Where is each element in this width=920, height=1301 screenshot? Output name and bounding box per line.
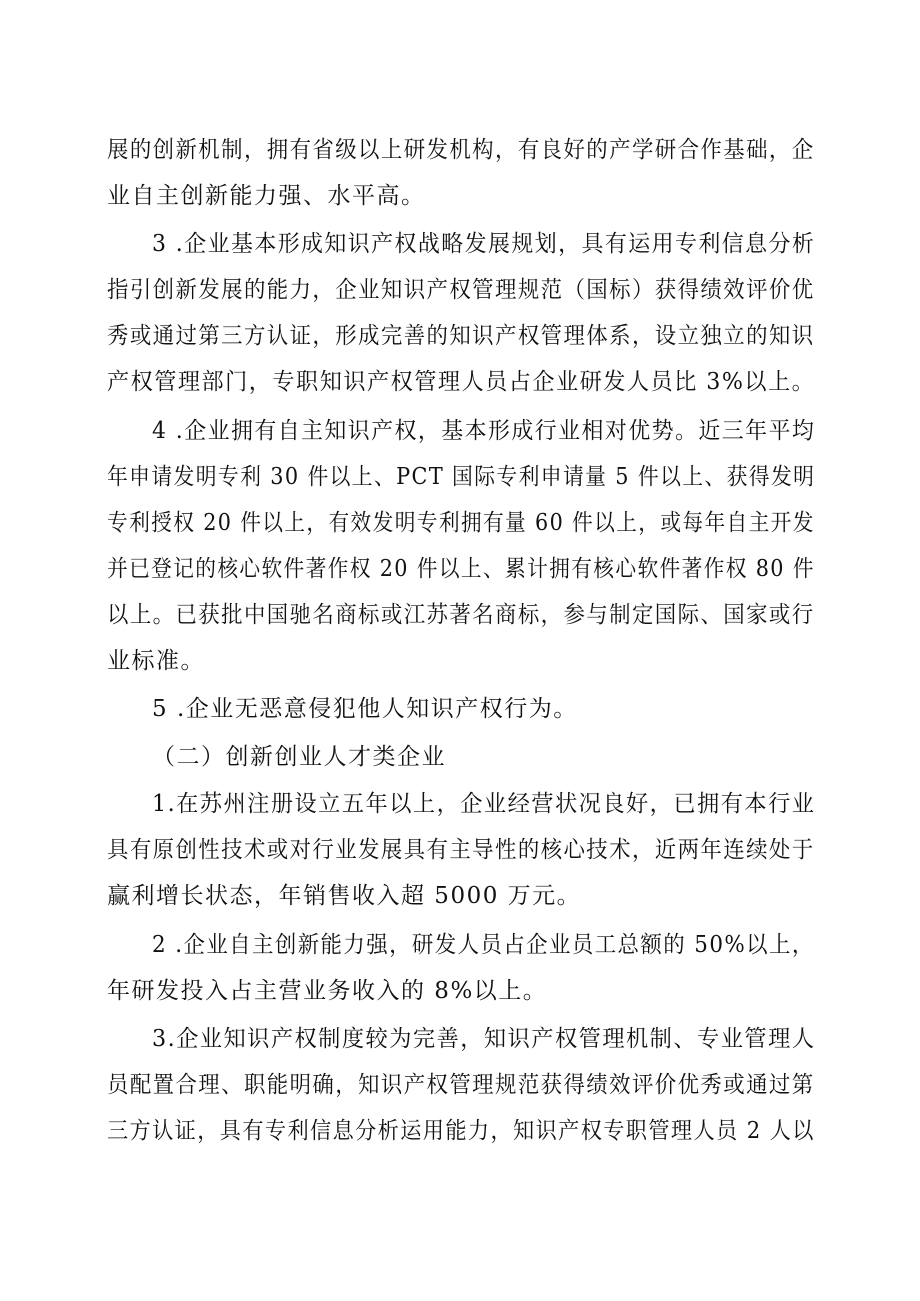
- paragraph-line: 以上。已获批中国驰名商标或江苏著名商标，参与制定国际、国家或行: [107, 602, 815, 628]
- paragraph-line: 赢利增长状态，年销售收入超 5000 万元。: [107, 883, 582, 909]
- paragraph-line: 具有原创性技术或对行业发展具有主导性的核心技术，近两年连续处于: [107, 837, 815, 863]
- paragraph-line: 专利授权 20 件以上，有效发明专利拥有量 60 件以上，或每年自主开发: [107, 510, 815, 536]
- paragraph-line: 员配置合理、职能明确，知识产权管理规范获得绩效评价优秀或通过第: [107, 1072, 815, 1098]
- paragraph-line: 1.在苏州注册设立五年以上，企业经营状况良好，已拥有本行业: [152, 791, 816, 817]
- paragraph-line: 秀或通过第三方认证，形成完善的知识产权管理体系，设立独立的知识: [107, 323, 815, 349]
- paragraph-line: 并已登记的核心软件著作权 20 件以上、累计拥有核心软件著作权 80 件: [107, 556, 815, 582]
- paragraph-line: 3 .企业基本形成知识产权战略发展规划，具有运用专利信息分析: [152, 231, 816, 257]
- paragraph-line: 业自主创新能力强、水平高。: [107, 183, 426, 209]
- paragraph-line: 业标准。: [107, 648, 205, 674]
- paragraph-line: 年申请发明专利 30 件以上、PCT 国际专利申请量 5 件以上、获得发明: [107, 464, 816, 490]
- paragraph-line: 5 .企业无恶意侵犯他人知识产权行为。: [152, 696, 578, 722]
- paragraph-line: 年研发投入占主营业务收入的 8%以上。: [107, 978, 548, 1004]
- paragraph-line: 4 .企业拥有自主知识产权，基本形成行业相对优势。近三年平均: [152, 418, 816, 444]
- paragraph-line: 三方认证，具有专利信息分析运用能力，知识产权专职管理人员 2 人以: [107, 1118, 815, 1144]
- paragraph-line: 产权管理部门，专职知识产权管理人员占企业研发人员比 3%以上。: [107, 369, 816, 395]
- paragraph-line: 指引创新发展的能力，企业知识产权管理规范（国标）获得绩效评价优: [107, 277, 815, 303]
- paragraph-line: 展的创新机制，拥有省级以上研发机构，有良好的产学研合作基础，企: [107, 137, 815, 163]
- section-heading: （二）创新创业人才类企业: [152, 744, 446, 770]
- paragraph-line: 2 .企业自主创新能力强，研发人员占企业员工总额的 50%以上，: [152, 932, 815, 958]
- paragraph-line: 3.企业知识产权制度较为完善，知识产权管理机制、专业管理人: [152, 1026, 816, 1052]
